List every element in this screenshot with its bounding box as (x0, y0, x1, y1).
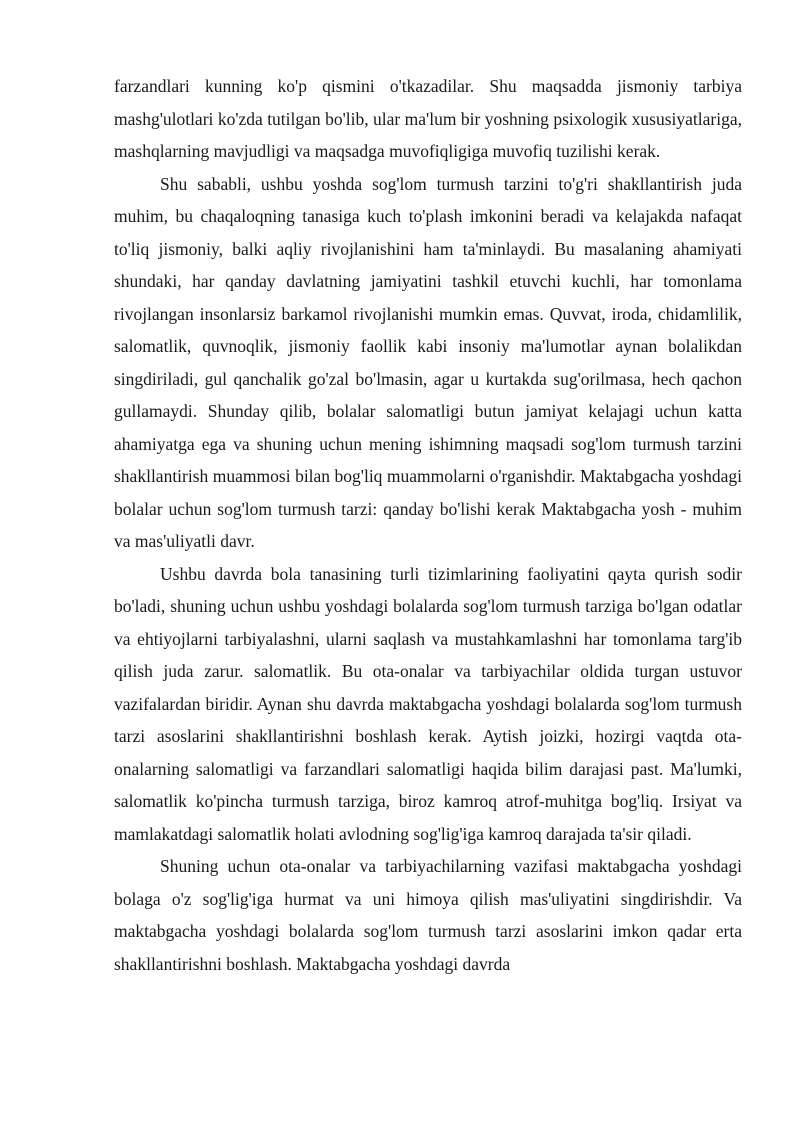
paragraph: Shu sababli, ushbu yoshda sog'lom turmush tarzini to'g'ri shakllantirish juda muhim, bu chaqaloqning tanasiga kuch to'plash imkonini beradi va kelajakda nafaqat to'liq jismoniy, balki aqliy rivojlanishini ham ta'minlaydi. Bu masalaning ahamiyati shundaki, har qanday davlatning jamiyatini tashkil etuvchi kuchli, har tomonlama rivojlangan insonlarsiz barkamol rivojlanishi mumkin emas. Quvvat, iroda, chidamlilik, salomatlik, quvnoqlik, jismoniy faollik kabi insoniy ma'lumotlar aynan bolalikdan singdiriladi, gul qanchalik go'zal bo'lmasin, agar u kurtakda sug'orilmasa, hech qachon gullamaydi. Shunday qilib, bolalar salomatligi butun jamiyat kelajagi uchun katta ahamiyatga ega va shuning uchun mening ishimning maqsadi sog'lom turmush tarzini shakllantirish muammosi bilan bog'liq muammolarni o'rganishdir. Maktabgacha yoshdagi bolalar uchun sog'lom turmush tarzi: qanday bo'lishi kerak Maktabgacha yosh - muhim va mas'uliyatli davr. (114, 173, 742, 551)
document-body (114, 70, 742, 980)
paragraph-continuation: farzandlari kunning ko'p qismini o'tkazadilar. Shu maqsadda jismoniy tarbiya mashg'ulotlari ko'zda tutilgan bo'lib, ular ma'lum bir yoshning psixologik xususiyatlariga, mashqlarning mavjudligi va maqsadga muvofiqligiga muvofiq tuzilishi kerak. (114, 76, 742, 161)
paragraph: Shuning uchun ota-onalar va tarbiyachilarning vazifasi maktabgacha yoshdagi bolaga o'z sog'lig'iga hurmat va uni himoya qilish mas'uliyatini singdirishdir. Va maktabgacha yoshdagi bolalarda sog'lom turmush tarzi asoslarini imkon qadar erta shakllantirishni boshlash. Maktabgacha yoshdagi davrda (114, 856, 742, 974)
paragraph: Ushbu davrda bola tanasining turli tizimlarining faoliyatini qayta qurish sodir bo'ladi, shuning uchun ushbu yoshdagi bolalarda sog'lom turmush tarziga bo'lgan odatlar va ehtiyojlarni tarbiyalashni, ularni saqlash va mustahkamlashni har tomonlama targ'ib qilish juda zarur. salomatlik. Bu ota-onalar va tarbiyachilar oldida turgan ustuvor vazifalardan biridir. Aynan shu davrda maktabgacha yoshdagi bolalarda sog'lom turmush tarzi asoslarini shakllantirishni boshlash kerak. Aytish joizki, hozirgi vaqtda ota-onalarning salomatligi va farzandlari salomatligi haqida bilim darajasi past. Ma'lumki, salomatlik ko'pincha turmush tarziga, biroz kamroq atrof-muhitga bog'liq. Irsiyat va mamlakatdagi salomatlik holati avlodning sog'lig'iga kamroq darajada ta'sir qiladi. (114, 563, 742, 844)
